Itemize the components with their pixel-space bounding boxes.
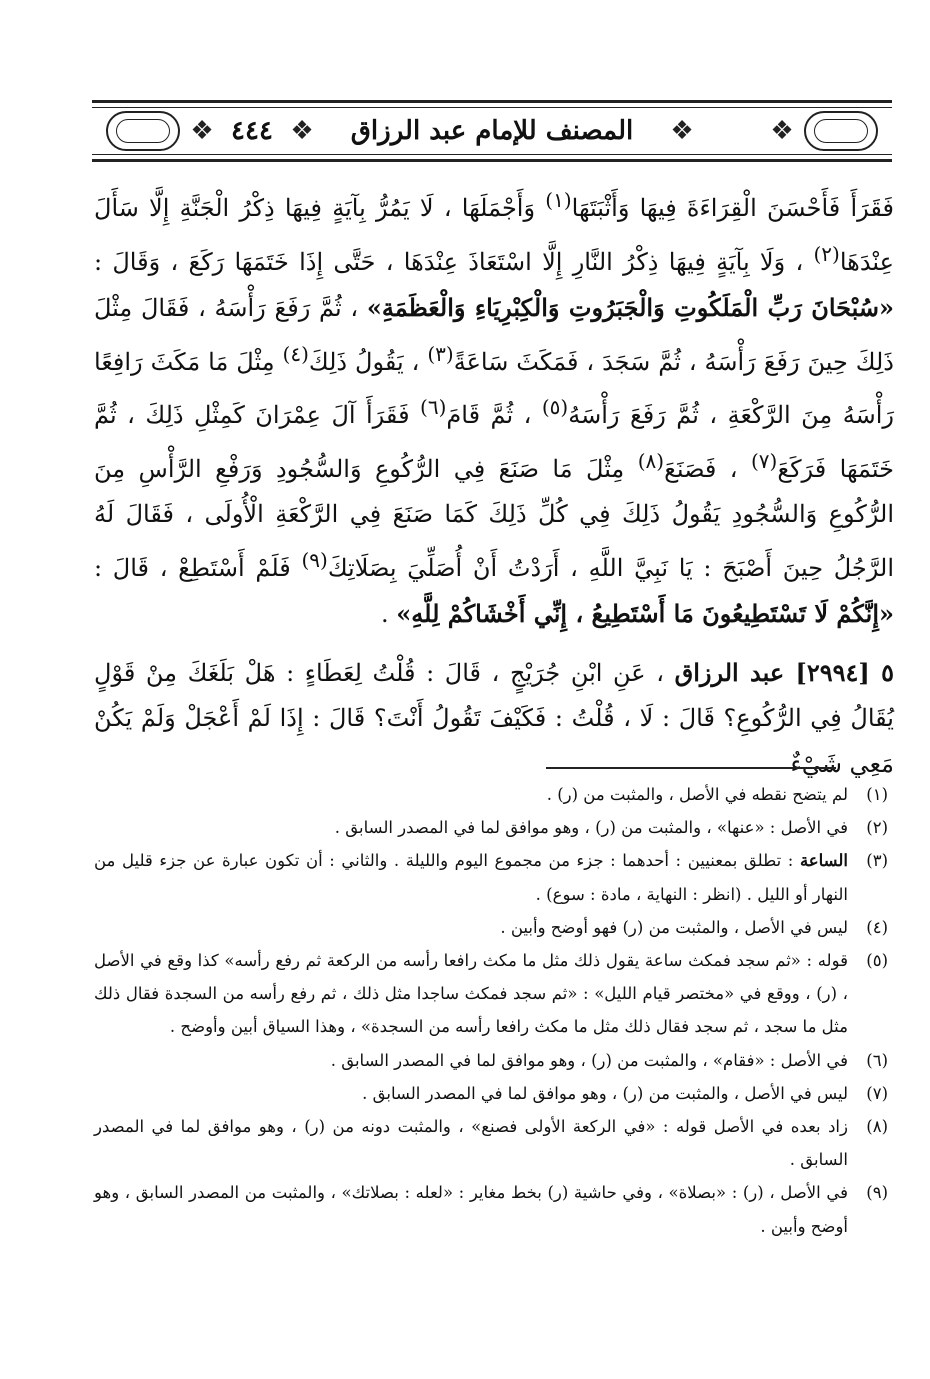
hadith-entry: ٥ [٢٩٩٤] عبد الرزاق ، عَنِ ابْنِ جُرَيْجٍ ، قَالَ : قُلْتُ لِعَطَاءٍ : هَلْ بَلَغَكَ مِنْ قَوْلٍ يُقَالُ فِي الرُّكُوعِ؟ قَالَ : لَا ، قُلْتُ : فَكَيْفَ تَقُولُ أَنْتَ؟ قَالَ : إِذَا لَمْ أَعْجَلْ وَلَمْ يَكُنْ مَعِي شَيْءٌ (94, 657, 894, 778)
footnote-ref[interactable]: (٧) (750, 448, 778, 473)
emblem-right (804, 111, 878, 151)
hadith-continuation: فَقَرَأَ فَأَحْسَنَ الْقِرَاءَةَ فِيهَا وَأَثْبَتَهَا$^{(١)}$ وَأَجْمَلَهَا ، لَا يَمُرُّ بِآيَةٍ فِيهَا ذِكْرُ الْجَنَّةِ إِلَّا سَأَلَ عِنْدَهَا$^{(٢)}$ ، وَلَا بِآيَةٍ فِيهَا ذِكْرُ النَّارِ إِلَّا اسْتَعَاذَ عِنْدَهَا ، حَتَّى إِذَا خَتَمَهَا رَكَعَ ، وَقَالَ : «سُبْحَانَ رَبِّ الْمَلَكُوتِ وَالْجَبَرُوتِ وَالْكِبْرِيَاءِ وَالْعَظَمَةِ» ، ثُمَّ رَفَعَ رَأْسَهُ ، فَقَالَ مِثْلَ ذَلِكَ حِينَ رَفَعَ رَأْسَهُ ، ثُمَّ سَجَدَ ، فَمَكَثَ سَاعَةً$^{(٣)}$ ، يَقُولُ ذَلِكَ$^{(٤)}$ مِثْلَ مَا مَكَثَ رَافِعًا رَأْسَهُ مِنَ الرَّكْعَةِ ، ثُمَّ رَفَعَ رَأْسَهُ$^{(٥)}$ ، ثُمَّ قَامَ$^{(٦)}$ فَقَرَأَ آلَ عِمْرَانَ كَمِثْلِ ذَلِكَ ، ثُمَّ خَتَمَهَا فَرَكَعَ$^{(٧)}$ ، فَصَنَعَ$^{(٨)}$ مِثْلَ مَا صَنَعَ فِي الرُّكُوعِ وَالسُّجُودِ وَرَفْعِ الرَّأْسِ مِنَ الرُّكُوعِ وَالسُّجُودِ يَقُولُ ذَلِكَ فِي كُلِّ ذَلِكَ كَمَا صَنَعَ فِي الرَّكْعَةِ الْأُولَى ، فَقَالَ لَهُ الرَّجُلُ حِينَ أَصْبَحَ : يَا نَبِيَّ اللَّهِ ، أَرَدْتُ أَنْ أُصَلِّيَ بِصَلَاتِكَ$^{(٩)}$ فَلَمْ أَسْتَطِعْ ، قَالَ : «إِنَّكُمْ لَا تَسْتَطِيعُونَ مَا أَسْتَطِيعُ ، إِنِّي أَخْشَاكُمْ لِلَّهِ» . (94, 188, 895, 628)
hadith-number: ٥ [٢٩٩٤] (795, 657, 894, 687)
footnote: (١)لم يتضح نقطه في الأصل ، والمثبت من (ر) . (546, 785, 888, 804)
footnote-ref[interactable]: (٥) (541, 395, 569, 419)
footnote-separator (546, 767, 836, 769)
ornament-icon: ❖ (190, 116, 214, 146)
footnotes (94, 778, 888, 1243)
footnote-ref[interactable]: (٨) (637, 448, 665, 473)
page-number: ٤٤٤ (231, 116, 273, 146)
footnote: (٥)قوله : «ثم سجد فمكث ساعة يقول ذلك مثل ما مكث رافعا رأسه من الركعة ثم رفع رأسه» كذا وقع في الأصل ، (ر) ، ووقع في «مختصر قيام الليل» : «ثم سجد فمكث ساجدا مثل ذلك ، ثم رفع رأسه من السجدة فقال ذلك مثل ما سجد ، ثم سجد فقال ذلك مثل ما مكث رافعا رأسه من السجدة» ، وهذا السياق أبين وأوضح . (94, 951, 888, 1037)
footnote: (٤)ليس في الأصل ، والمثبت من (ر) فهو أوضح وأبين . (500, 917, 888, 937)
ornament-icon: ❖ (670, 116, 694, 146)
footnote: (٦)في الأصل : «فقام» ، والمثبت من (ر) ، وهو موافق لما في المصدر السابق . (330, 1050, 888, 1070)
footnote: (٧)ليس في الأصل ، والمثبت من (ر) ، وهو موافق لما في المصدر السابق . (362, 1083, 888, 1103)
footnote: (٢)في الأصل : «عنها» ، والمثبت من (ر) ، وهو موافق لما في المصدر السابق . (334, 818, 888, 838)
footnote-ref[interactable]: (٦) (420, 395, 447, 419)
footnote: (٩)في الأصل ، (ر) : «بصلاة» ، وفي حاشية (ر) بخط مغاير : «لعله : بصلاتك» ، والمثبت من المصدر السابق ، وهو أوضح وأبين . (94, 1183, 888, 1236)
emblem-left (106, 111, 180, 151)
footnote: (٨)زاد بعده في الأصل قوله : «في الركعة الأولى فصنع» ، والمثبت دونه من (ر) ، وهو موافق لما في المصدر السابق . (94, 1117, 888, 1170)
footnote-ref[interactable]: (٣) (427, 341, 454, 366)
narrator: عبد الرزاق (674, 657, 796, 687)
footnote-ref[interactable]: (٢) (813, 241, 840, 266)
tasbih-quote: «سُبْحَانَ رَبِّ الْمَلَكُوتِ وَالْجَبَرُوتِ وَالْكِبْرِيَاءِ وَالْعَظَمَةِ» (366, 293, 894, 322)
ornament-icon: ❖ (770, 116, 794, 146)
footnote-ref[interactable]: (١) (545, 188, 572, 212)
ornament-icon: ❖ (290, 116, 314, 146)
footnote-ref[interactable]: (٩) (301, 547, 328, 572)
footnote: (٣)الساعة : تطلق بمعنيين : أحدهما : جزء من مجموع اليوم والليلة . والثاني : أن تكون عبارة عن جزء قليل من النهار أو الليل . (انظر : النهاية ، مادة : سوع) . (94, 851, 888, 904)
prophet-quote: «إِنَّكُمْ لَا تَسْتَطِيعُونَ مَا أَسْتَطِيعُ ، إِنِّي أَخْشَاكُمْ لِلَّهِ» (396, 599, 894, 628)
running-header (92, 100, 892, 162)
book-title: المصنف للإمام عبد الرزاق (350, 116, 634, 146)
main-text (94, 178, 894, 787)
footnote-ref[interactable]: (٤) (282, 341, 309, 366)
